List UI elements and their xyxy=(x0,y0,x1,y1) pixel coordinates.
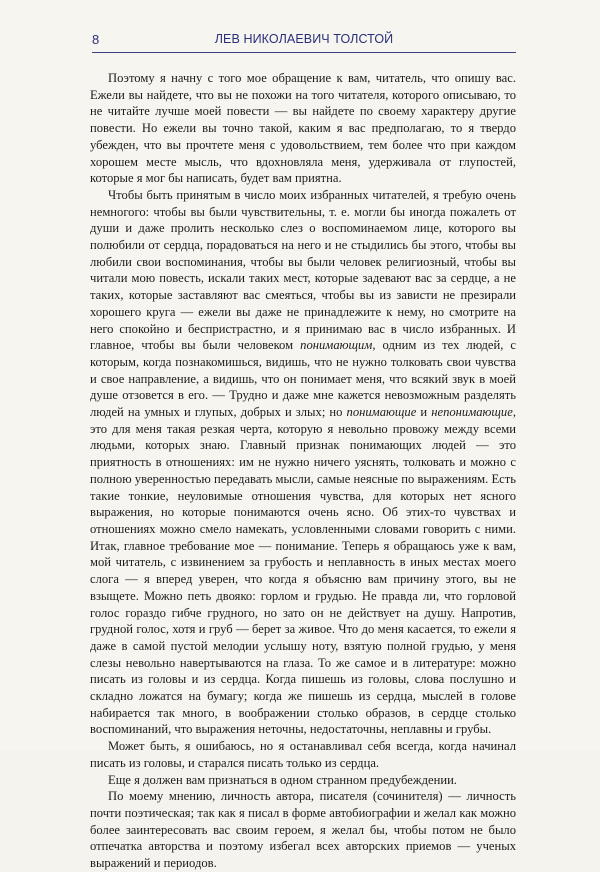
paragraph: Еще я должен вам признаться в одном странном предубеждении. xyxy=(108,772,457,787)
paragraph: Поэтому я начну с того мое обращение к вам, читатель, что опишу вас. Ежели вы найдете, что вы не похожи на того читателя, которого описываю, то не читайте лучше моей повести — вы найдете по своему характеру другие повести. Но ежели вы точно такой, каким я вас предполагаю, то я твердо убежден, что вы прочтете меня с удовольствием, тем более что при каждом хорошем месте мысль, что вдохновляла меня, удерживала от глупостей, которые я мог бы написать, будет вам приятна. xyxy=(90,71,516,186)
header-rule xyxy=(92,52,516,53)
emphasis-text: понимающие xyxy=(346,405,417,420)
body-text xyxy=(90,70,516,872)
paragraph: По моему мнению, личность автора, писателя (сочинителя) — личность почти поэтическая; так как я писал в форме автобиографии и желал как можно более заинтересовать вас своим героем, я желал бы, чтобы потом не было отпечатка авторства и поэтому избегал всех авторских приемов — ученых выражений и периодов. xyxy=(90,789,516,871)
running-title: ЛЕВ НИКОЛАЕВИЧ ТОЛСТОЙ xyxy=(214,32,394,46)
emphasis-text: непонимающие xyxy=(431,405,513,420)
paragraph: Чтобы быть принятым в число моих избранных читателей, я требую очень немногого: чтобы вы были чувствительны, т. е. могли бы иногда пожалеть от души и даже пролить несколько слез о воспоминаемом лице, которого вы полюбили от сердца, порадоваться на него и не стыдились бы этого, чтобы вы любили свои воспоминания, чтобы вы были человек религиозный, чтобы вы читали мою повесть, искали таких мест, которые задевают вас за сердце, а не таких, которые заставляют вас смеяться, чтобы вы из зависти не презирали хорошего круга — ежели вы даже не принадлежите к нему, но смотрите на него спокойно и беспристрастно, и я принимаю вас в число избранных. И главное, чтобы вы были человеком понимающим, одним из тех людей, с которым, когда познакомишься, видишь, что не нужно толковать свои чувства и свое направление, а видишь, что он понимает меня, что всякий звук в моей душе отзовется в его. — Трудно и даже мне кажется невозможным разделять людей на умных и глупых, добрых и злых; но понимающие и непонимающие, это для меня такая резкая черта, которую я невольно провожу между всеми людьми, которых знаю. Главный признак понимающих людей — это приятность в отношениях: им не нужно ничего уяснять, толковать и можно с полною уверенностью передавать мысли, самые неясные по выражениям. Есть такие тонкие, неуловимые отношения чувства, для которых нет ясного выражения, но которые понимаются очень ясно. Об этих-то чувствах и отношениях можно смело намекать, условленными словами говорить с ними. Итак, главное требование мое — понимание. Теперь я обращаюсь уже к вам, мой читатель, с извинением за грубость и неплавность в иных местах моего слога — я вперед уверен, что когда я объясню вам причину этого, вы не взыщете. Можно петь двояко: горлом и грудью. Не правда ли, что горловой голос гораздо гибче грудного, но зато он не действует на душу. Напротив, грудной голос, хотя и груб — берет за живое. Что до меня касается, то ежели я даже в самой пустой мелодии услышу ноту, взятую полной грудью, у меня слезы невольно навертываются на глаза. То же самое и в литературе: можно писать из головы и из сердца. Когда пишешь из головы, слова послушно и складно ложатся на бумагу; когда же пишешь из сердца, мыслей в голове набирается так много, в воображении столько образов, в сердце столько воспоминаний, что выражения неточны, недостаточны, неплавны и грубы. xyxy=(90,187,516,737)
paragraph: Может быть, я ошибаюсь, но я останавливал себя всегда, когда начинал писать из головы, и старался писать только из сердца. xyxy=(90,739,516,770)
page-header xyxy=(92,30,516,54)
page-number: 8 xyxy=(92,32,100,47)
emphasis-text: понимающим xyxy=(300,338,373,353)
